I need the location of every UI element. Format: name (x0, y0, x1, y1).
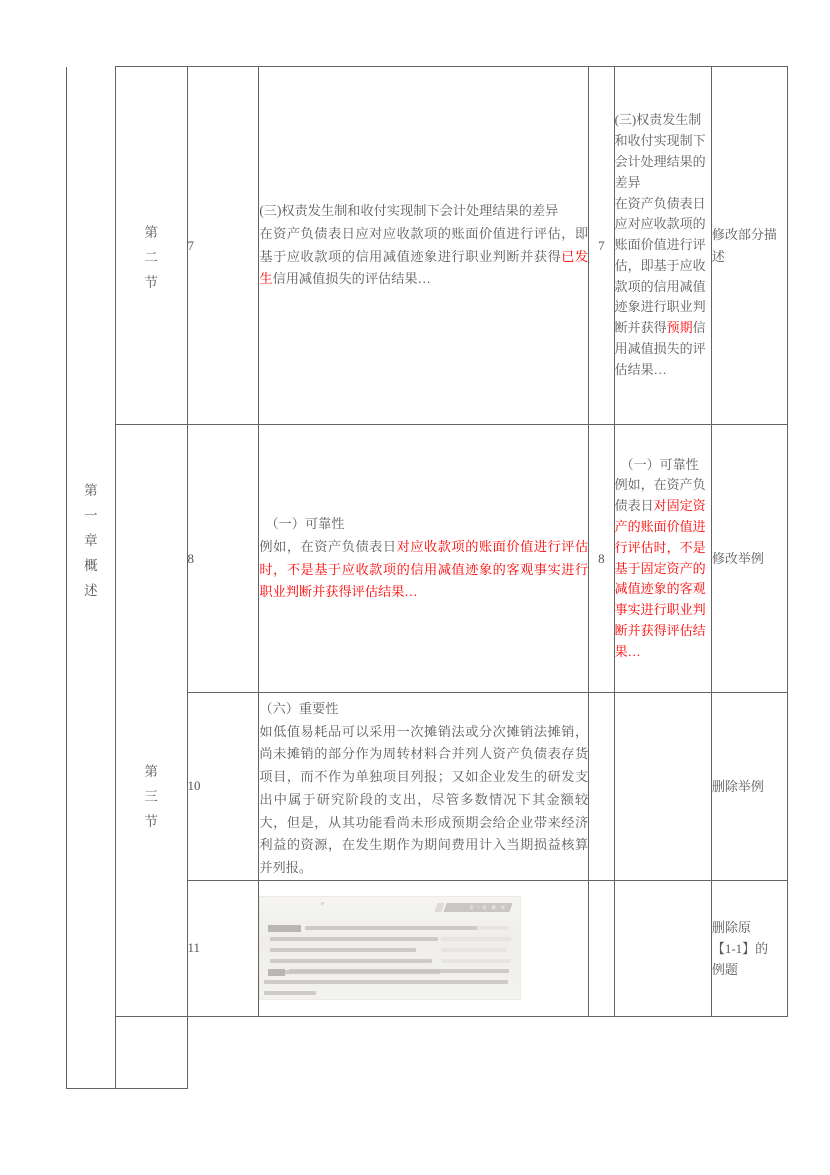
new-heading: （一）可靠性 (620, 456, 699, 472)
scan-bleed-line (445, 926, 509, 930)
old-content-cell (259, 425, 589, 693)
scan-chapter-tab-text: 第一章 概 述 (469, 905, 508, 911)
scan-bleed-line (441, 948, 507, 952)
description-cell: 修改部分描述 (711, 67, 787, 425)
section-char: 二 (144, 250, 158, 266)
new-page-number-cell: 7 (589, 67, 614, 425)
old-body (259, 536, 588, 604)
oldtext-stub-cell (259, 1016, 589, 1088)
old-body-before: 例如，在资产负债表日 (259, 538, 397, 554)
scan-line (270, 937, 438, 941)
old-body-after: 信用减值损失的评估结果… (272, 271, 431, 287)
new-body-after: 信用减值损失的评估结果… (614, 320, 706, 377)
section-label-cell-3 (115, 693, 187, 881)
old-heading: （一）可靠性 (265, 516, 345, 532)
old-page-number-cell: 7 (187, 67, 259, 425)
scan-line (264, 991, 316, 995)
old-content-cell (259, 880, 589, 1016)
section-stub-cell (115, 1016, 187, 1088)
chapter-char: 章 (84, 532, 98, 548)
table-row (67, 880, 788, 1016)
table-row (67, 67, 788, 425)
description-line: 【1-1】的 (711, 940, 769, 956)
new-body (615, 475, 711, 662)
scan-bleed-line (441, 937, 511, 941)
old-content-cell (259, 67, 589, 425)
old-body (259, 721, 588, 880)
chapter-label-cell (67, 67, 116, 1017)
new-body-before: 在资产负债表日应对应收款项的账面价值进行评估，即基于应收款项的信用减值迹象进行职业判断并获得 (614, 195, 706, 336)
table-row (67, 693, 788, 881)
section-char: 第 (144, 763, 158, 779)
chapter-char: 第 (84, 482, 98, 498)
old-heading: (三)权责发生制和收付实现制下会计处理结果的差异 (259, 203, 559, 219)
newpage-stub-cell (589, 1016, 614, 1088)
old-page-number-cell: 11 (187, 880, 259, 1016)
scan-bleed-line (441, 959, 511, 963)
description-cell: 修改举例 (711, 425, 787, 693)
old-heading: （六）重要性 (259, 701, 339, 716)
section-char: 节 (144, 813, 158, 829)
new-body-before: 例如，在资产负债表日 (614, 477, 706, 514)
old-body (259, 223, 588, 291)
old-page-number-cell: 10 (187, 693, 259, 881)
section-label-cell-2 (115, 425, 187, 693)
old-page-number-cell: 8 (187, 425, 259, 693)
new-content-cell (614, 425, 711, 693)
chapter-stub-cell (67, 1016, 116, 1088)
scan-line (264, 980, 508, 984)
description-cell (711, 880, 787, 1016)
old-content-cell (259, 693, 589, 881)
new-page-number-cell: 8 (589, 425, 614, 693)
scan-line (270, 959, 432, 963)
description-line: 例题 (711, 961, 738, 977)
old-body-before: 如低值易耗品可以采用一次摊销法或分次摊销法摊销，尚未摊销的部分作为周转材料合并列人资产负债表存货项目，而不作为单独项目列报；又如企业发生的研发支出中属于研究阶段的支出，尽管多数情况下其金额较大，但是，从其功能看尚未形成预期会给企业带来经济利益的资源，在发生期作为期间费用计入当期损益核算并列报。 (259, 723, 589, 875)
desc-stub-cell (711, 1016, 787, 1088)
section-label-cell-4 (115, 880, 187, 1016)
scanned-textbook-example-image (259, 896, 521, 1000)
revision-comparison-table (66, 66, 788, 1089)
section-char: 节 (144, 274, 158, 290)
new-page-number-cell (589, 693, 614, 881)
new-page-number-cell (589, 880, 614, 1016)
table-row (67, 425, 788, 693)
section-char: 三 (144, 788, 158, 804)
scan-line (289, 969, 509, 973)
old-body-highlight: 对应收款项的账面价值进行评估时，不是基于应收款项的信用减值迹象的客观事实进行职业判断并获得评估结果… (259, 538, 589, 600)
scan-line (270, 948, 416, 952)
new-heading: (三)权责发生制和收付实现制下会计处理结果的差异 (614, 112, 706, 190)
scan-speck (321, 902, 324, 905)
chapter-char: 概 (84, 557, 98, 573)
section-char: 第 (144, 225, 158, 241)
oldpage-stub-cell (187, 1016, 259, 1088)
new-content-cell (614, 67, 711, 425)
section-label-cell-1 (115, 67, 187, 425)
new-body-highlight: 预期 (666, 320, 693, 336)
scan-question-tag (268, 925, 301, 932)
new-content-cell (614, 880, 711, 1016)
new-body-highlight: 对固定资产的账面价值进行评估时，不是基于固定资产的减值迹象的客观事实进行职业判断并获得评估结果… (614, 498, 706, 659)
description-cell: 删除举例 (711, 693, 787, 881)
old-body-highlight: 已发生 (259, 248, 589, 287)
newtext-stub-cell (614, 1016, 711, 1088)
new-body (615, 194, 711, 381)
table-row-stub (67, 1016, 788, 1088)
new-content-cell (614, 693, 711, 881)
old-body-before: 在资产负债表日应对应收款项的账面价值进行评估，即基于应收款项的信用减值迹象进行职业判断并获得 (259, 225, 589, 264)
chapter-char: 一 (84, 507, 98, 523)
scan-answer-tag (268, 969, 285, 976)
chapter-char: 述 (84, 582, 98, 598)
description-line: 删除原 (711, 919, 751, 935)
